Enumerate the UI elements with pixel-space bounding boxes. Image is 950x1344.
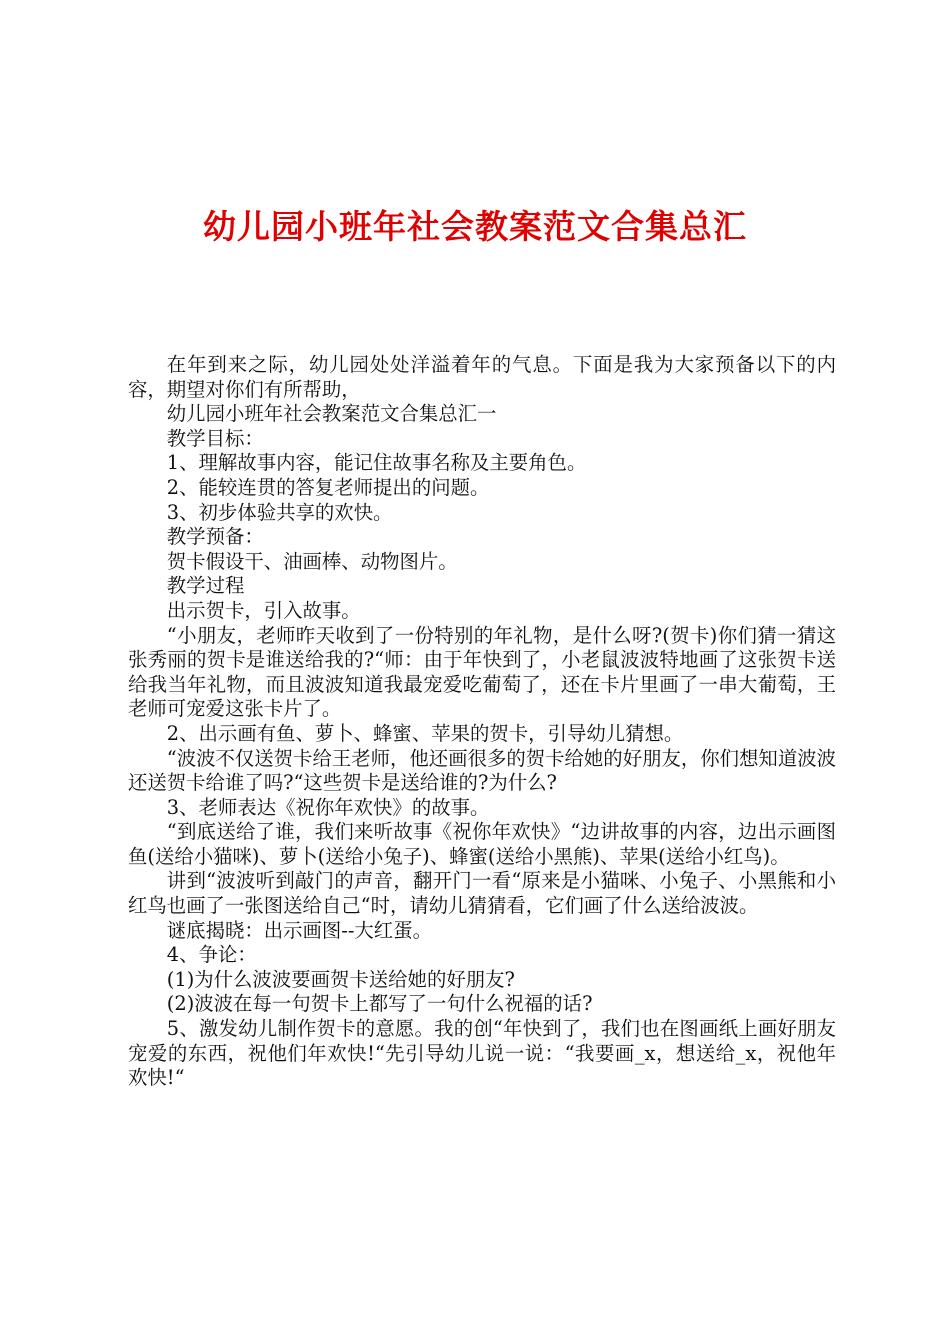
paragraph: 2、能较连贯的答复老师提出的问题。 xyxy=(166,475,490,499)
paragraph: 3、老师表达《祝你年欢快》的故事。 xyxy=(166,795,490,819)
paragraph: 3、初步体验共享的欢快。 xyxy=(166,500,393,524)
paragraph: “波波不仅送贺卡给王老师，他还画很多的贺卡给她的好朋友，你们想知道波波还送贺卡给谁了吗?“这些贺卡是送给谁的?为什么? xyxy=(128,746,836,795)
paragraph: 谜底揭晓：出示画图--大红蛋。 xyxy=(166,918,432,942)
paragraph: 幼儿园小班年社会教案范文合集总汇一 xyxy=(166,402,497,426)
paragraph: “小朋友，老师昨天收到了一份特别的年礼物，是什么呀?(贺卡)你们猜一猜这张秀丽的贺卡是谁送给我的?“师：由于年快到了，小老鼠波波特地画了这张贺卡送给我当年礼物，而且波波知道我最宠爱吃葡萄了，还在卡片里画了一串大葡萄，王老师可宠爱这张卡片了。 xyxy=(128,623,836,721)
paragraph: 在年到来之际，幼儿园处处洋溢着年的气息。下面是我为大家预备以下的内容，期望对你们有所帮助， xyxy=(128,353,836,401)
document-title: 幼儿园小班年社会教案范文合集总汇 xyxy=(203,207,747,246)
paragraph: (2)波波在每一句贺卡上都写了一句什么祝福的话? xyxy=(166,992,593,1016)
document-body xyxy=(128,353,836,1091)
paragraph: 教学过程 xyxy=(166,574,245,598)
paragraph: 出示贺卡，引入故事。 xyxy=(166,598,361,622)
paragraph: 5、激发幼儿制作贺卡的意愿。我的创“年快到了，我们也在图画纸上画好朋友宠爱的东西，祝他们年欢快!“先引导幼儿说一说：“我要画_x，想送给_x，祝他年欢快!“ xyxy=(128,1017,836,1090)
paragraph: 教学预备： xyxy=(166,525,264,549)
paragraph: 讲到“波波听到敲门的声音，翻开门一看“原来是小猫咪、小兔子、小黑熊和小红鸟也画了一张图送给自己“时，请幼儿猜猜看，它们画了什么送给波波。 xyxy=(128,869,836,918)
paragraph: 贺卡假设干、油画棒、动物图片。 xyxy=(166,549,458,573)
paragraph: “到底送给了谁，我们来听故事《祝你年欢快》“边讲故事的内容，边出示画图鱼(送给小猫咪)、萝卜(送给小兔子)、蜂蜜(送给小黑熊)、苹果(送给小红鸟)。 xyxy=(128,820,836,868)
paragraph: (1)为什么波波要画贺卡送给她的好朋友? xyxy=(166,967,515,991)
paragraph: 4、争论： xyxy=(166,943,257,967)
paragraph: 教学目标： xyxy=(166,426,264,450)
paragraph: 1、理解故事内容，能记住故事名称及主要角色。 xyxy=(166,451,587,475)
paragraph: 2、出示画有鱼、萝卜、蜂蜜、苹果的贺卡，引导幼儿猜想。 xyxy=(166,721,684,745)
